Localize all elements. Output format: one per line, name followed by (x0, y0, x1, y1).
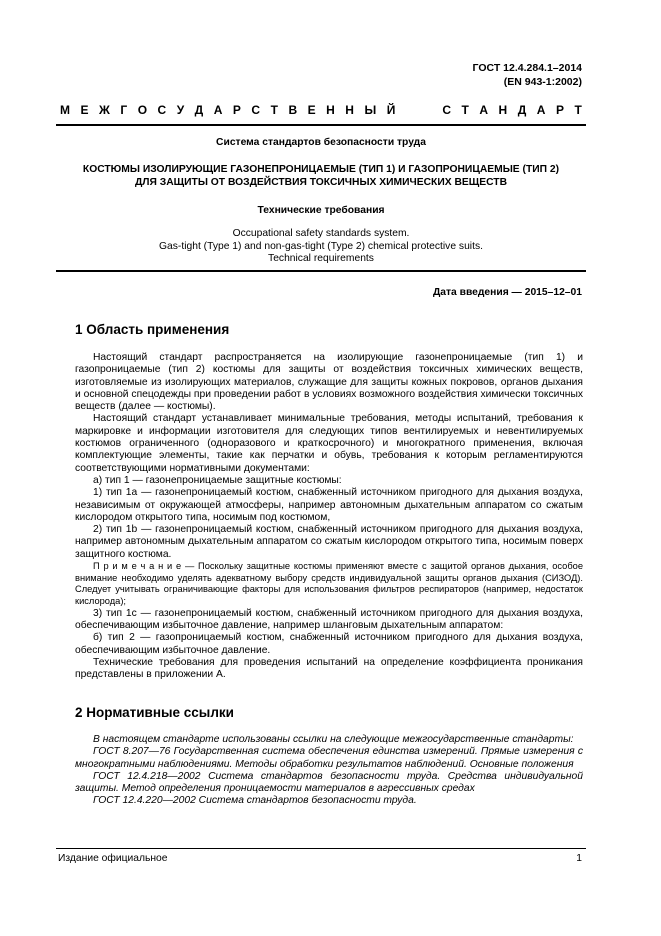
banner-letter: Ж (99, 103, 110, 117)
document-title (60, 164, 582, 189)
banner-letter: Ы (364, 103, 377, 117)
banner-letter: Р (232, 103, 241, 117)
reference-item: ГОСТ 12.4.220—2002 Система стандартов безопасности труда. (93, 795, 417, 807)
standard-code (473, 62, 582, 89)
english-title-line2: Gas-tight (Type 1) and non-gas-tight (Type 2) chemical protective suits. (159, 240, 483, 252)
note: П р и м е ч а н и е — Поскольку защитные костюмы применяют вместе с защитой органов дыхания, особое внимание необходимо уделять адекватному выбору средств индивидуальной защиты органов дыхания (СИЗОД). Следует учитывать ограничивающие факторы для использования фильтров респираторов (например, недостаток кислорода); (75, 561, 583, 607)
english-title-line3: Technical requirements (268, 253, 374, 265)
banner-letter: О (137, 103, 148, 117)
standards-system-title: Система стандартов безопасности труда (216, 137, 426, 148)
paragraph: Настоящий стандарт устанавливает минимальные требования, методы испытаний, требования к маркировке и информации изготовителя для следующих типов вентилируемых и невентилируемых костюмов ограниченного (одноразового и краткосрочного) и многократного применения, включая комплектующие элементы, такие как перчатки и обувь, требования к которым регламентируются соответствующими нормативными документами: (75, 413, 583, 474)
official-edition-label: Издание официальное (58, 853, 168, 864)
section-1-heading: 1 Область применения (75, 322, 230, 337)
title-divider (56, 270, 586, 272)
interstate-standard-banner (60, 103, 582, 117)
banner-letter: Т (574, 103, 582, 117)
paragraph: Технические требования для проведения испытаний на определение коэффициента проникания представлены в приложении А. (75, 657, 583, 681)
banner-letter: С (442, 103, 452, 117)
banner-letter: Н (345, 103, 354, 117)
banner-letter: Р (555, 103, 564, 117)
banner-letter: Т (461, 103, 469, 117)
banner-letter: Й (386, 103, 396, 117)
page-number: 1 (576, 853, 582, 864)
banner-letter: Д (517, 103, 527, 117)
banner-letter: Г (120, 103, 128, 117)
note-label: П р и м е ч а н и е (93, 561, 182, 572)
paragraph: Настоящий стандарт распространяется на изолирующие газонепроницаемые (тип 1) и газопроницаемые (тип 2) костюмы для защиты от воздействия токсичных химических веществ, изготовляемые из изолирующих материалов, служащие для защиты кожных покровов, органов дыхания и основной спецодежды при проведении работ в условиях возможного воздействия химически токсичных веществ (далее — костюмы). (75, 352, 583, 413)
banner-letter: В (288, 103, 298, 117)
reference-item: ГОСТ 12.4.218—2002 Система стандартов безопасности труда. Средства индивидуальной защиты. Метод определения проницаемости материалов в агрессивных средах (75, 770, 583, 795)
english-title (60, 228, 582, 266)
footer-divider (56, 848, 586, 849)
document-title-line2: ДЛЯ ЗАЩИТЫ ОТ ВОЗДЕЙСТВИЯ ТОКСИЧНЫХ ХИМИЧЕСКИХ ВЕЩЕСТВ (134, 176, 508, 188)
list-item: 1) тип 1а — газонепроницаемый костюм, снабженный источником пригодного для дыхания воздуха, независимым от окружающей атмосферы, например автономным дыхательным аппаратом со сжатым кислородом открытого типа, носимым под костюмом, (75, 487, 583, 523)
list-item: б) тип 2 — газопроницаемый костюм, снабженный источником пригодного для дыхания воздуха, обеспечивающим избыточное давление. (75, 632, 583, 656)
section-2-heading: 2 Нормативные ссылки (75, 705, 234, 720)
banner-letter: Т (270, 103, 278, 117)
standard-code-en: (EN 943-1:2002) (503, 75, 582, 88)
banner-letter: М (60, 103, 70, 117)
banner-letter: Н (498, 103, 508, 117)
list-item: 2) тип 1b — газонепроницаемый костюм, снабженный источником пригодного для дыхания воздуха, например автономным дыхательным аппаратом со сжатым кислородом открытого типа, носимым поверх защитного костюма. (75, 524, 583, 560)
banner-letter: Д (194, 103, 204, 117)
standard-code-gost: ГОСТ 12.4.284.1–2014 (472, 62, 582, 74)
banner-letter: А (213, 103, 223, 117)
banner-letter: У (176, 103, 185, 117)
english-title-line1: Occupational safety standards system. (232, 228, 410, 239)
banner-letter: Е (80, 103, 89, 117)
section-1-body (75, 352, 583, 682)
list-item: а) тип 1 — газонепроницаемые защитные костюмы: (93, 474, 342, 486)
banner-letter: С (157, 103, 167, 117)
banner-letter: Н (326, 103, 335, 117)
document-subtitle: Технические требования (257, 205, 385, 216)
word-gap (406, 103, 432, 117)
introduction-date: Дата введения — 2015–12–01 (432, 287, 582, 298)
header-divider (56, 124, 586, 126)
document-title-line1: КОСТЮМЫ ИЗОЛИРУЮЩИЕ ГАЗОНЕПРОНИЦАЕМЫЕ (ТИП 1) И ГАЗОПРОНИЦАЕМЫЕ (ТИП 2) (82, 164, 560, 175)
list-item: 3) тип 1с — газонепроницаемый костюм, снабженный источником пригодного для дыхания воздуха, обеспечивающим избыточное давление, например шланговым дыхательным аппаратом: (75, 607, 583, 632)
banner-letter: Е (307, 103, 316, 117)
banner-letter: С (251, 103, 261, 117)
banner-letter: А (479, 103, 489, 117)
section-2-body (75, 734, 583, 808)
banner-letter: А (536, 103, 546, 117)
paragraph: В настоящем стандарте использованы ссылки на следующие межгосударственные стандарты: (93, 734, 574, 745)
reference-item: ГОСТ 8.207—76 Государственная система обеспечения единства измерений. Прямые измерения с многократными наблюдениями. Методы обработки результатов наблюдений. Основные положения (75, 746, 583, 770)
